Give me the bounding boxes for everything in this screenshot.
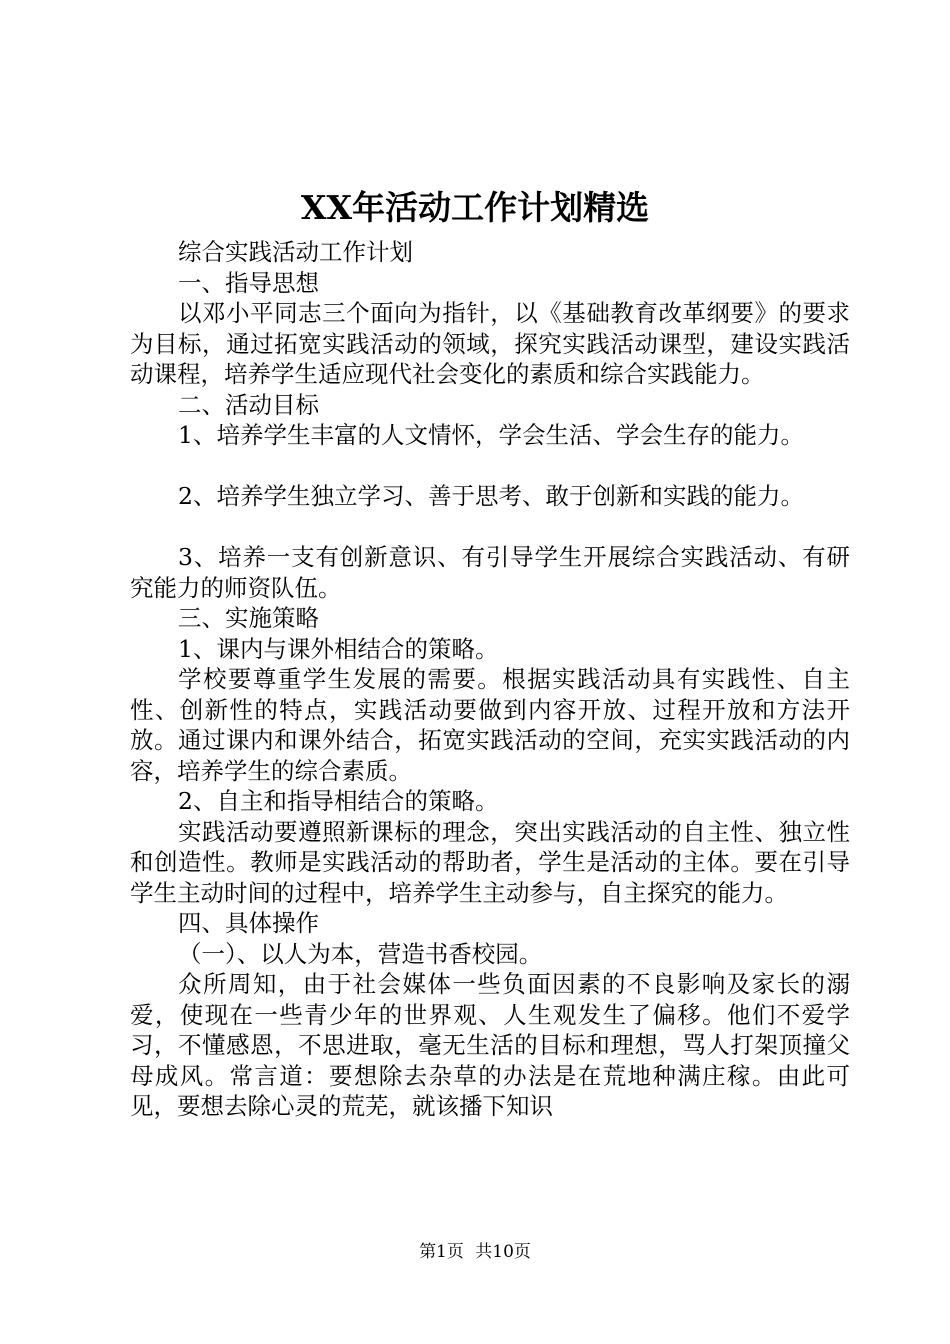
operation-heading-1: （一）、以人为本，营造书香校园。 xyxy=(178,939,543,968)
page-footer xyxy=(0,1240,950,1264)
section-heading-3: 三、实施策略 xyxy=(178,604,319,632)
paragraph-strategy-1: 学校要尊重学生发展的需要。根据实践活动具有实践性、自主性、创新性的特点，实践活动要做到内容开放、过程开放和方法开放。通过课内和课外结合，拓宽实践活动的空间，充实实践活动的内容，培养学生的综合素质。 xyxy=(130,665,850,785)
section-heading-4: 四、具体操作 xyxy=(178,909,319,937)
page-total: 共10页 xyxy=(475,1242,531,1262)
paragraph-operation-1: 众所周知，由于社会媒体一些负面因素的不良影响及家长的溺爱，使现在一些青少年的世界观、人生观发生了偏移。他们不爱学习，不懂感恩，不思进取，毫无生活的目标和理想，骂人打架顶撞父母成风。常言道：要想除去杂草的办法是在荒地种满庄稼。由此可见，要想去除心灵的荒芜，就该播下知识 xyxy=(130,970,850,1120)
paragraph-goal-3: 3、培养一支有创新意识、有引导学生开展综合实践活动、有研究能力的师资队伍。 xyxy=(130,543,850,602)
document-body xyxy=(130,237,850,1122)
page-number: 第1页 xyxy=(419,1242,464,1262)
strategy-heading-2: 2、自主和指导相结合的策略。 xyxy=(178,787,499,815)
strategy-heading-1: 1、课内与课外相结合的策略。 xyxy=(178,634,499,663)
section-heading-1: 一、指导思想 xyxy=(178,268,319,297)
paragraph-goal-1: 1、培养学生丰富的人文情怀，学会生活、学会生存的能力。 xyxy=(178,421,804,449)
section-heading-2: 二、活动目标 xyxy=(178,390,319,419)
document-title: XX年活动工作计划精选 xyxy=(300,188,650,227)
paragraph-goal-2: 2、培养学生独立学习、善于思考、敢于创新和实践的能力。 xyxy=(178,482,804,510)
paragraph-guiding-thought: 以邓小平同志三个面向为指针，以《基础教育改革纲要》的要求为目标，通过拓宽实践活动的领域，探究实践活动课型，建设实践活动课程，培养学生适应现代社会变化的素质和综合实践能力。 xyxy=(130,299,850,388)
paragraph-heading-plan: 综合实践活动工作计划 xyxy=(178,238,413,266)
paragraph-strategy-2: 实践活动要遵照新课标的理念，突出实践活动的自主性、独立性和创造性。教师是实践活动的帮助者，学生是活动的主体。要在引导学生主动时间的过程中，培养学生主动参与，自主探究的能力。 xyxy=(130,817,850,907)
